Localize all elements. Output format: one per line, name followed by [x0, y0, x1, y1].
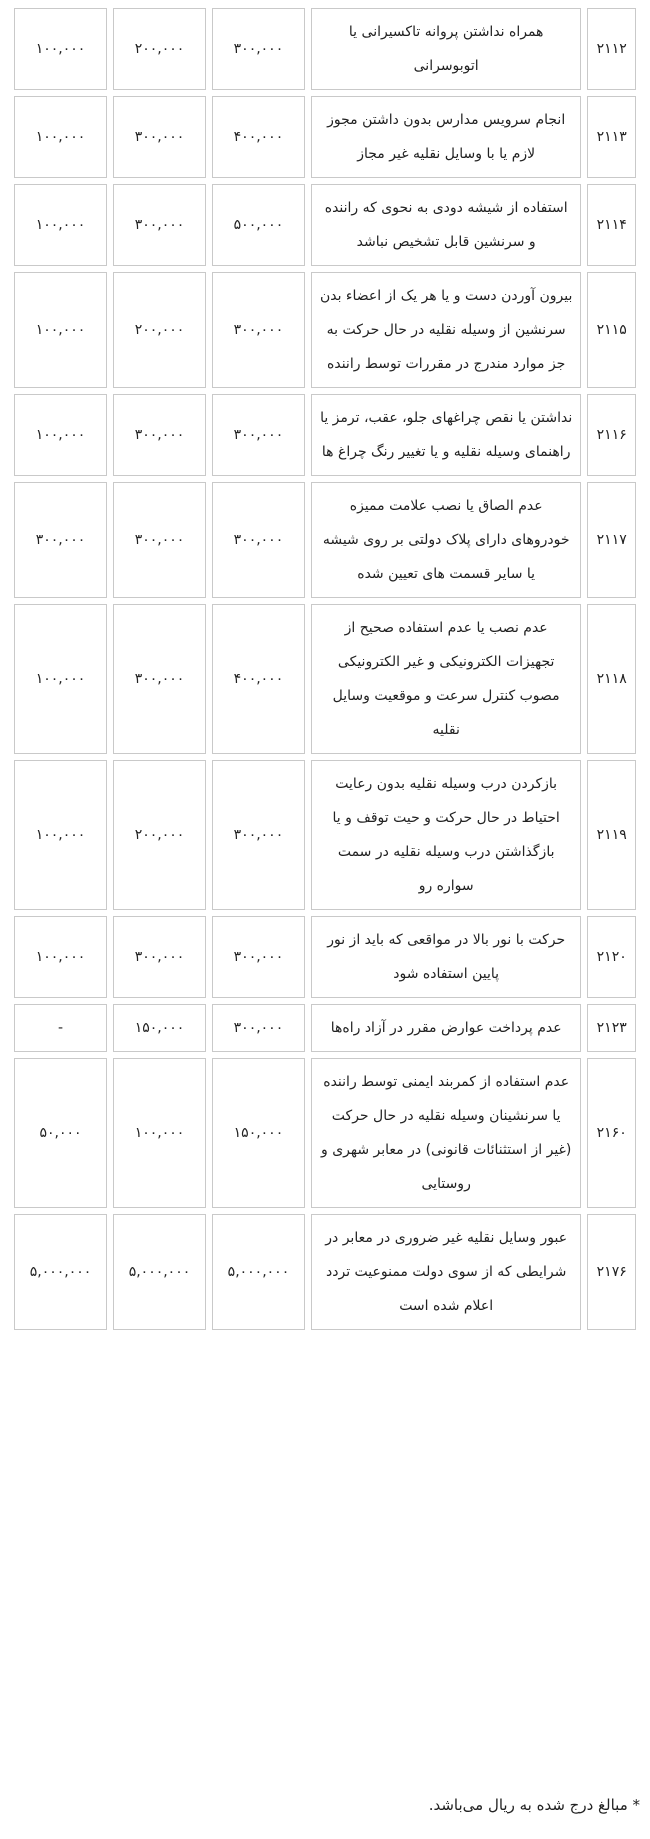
fine-amount-cell: ۳۰۰,۰۰۰ [113, 604, 206, 754]
fine-amount-cell: ۱۰۰,۰۰۰ [14, 760, 107, 910]
fine-amount-cell: ۱۰۰,۰۰۰ [14, 184, 107, 266]
violation-description-cell: استفاده از شیشه دودی به نحوی که راننده و سرنشین قابل تشخیص نباشد [311, 184, 581, 266]
violation-description-cell: عدم نصب یا عدم استفاده صحیح از تجهیزات الکترونیکی و غیر الکترونیکی مصوب کنترل سرعت و موقعیت وسایل نقلیه [311, 604, 581, 754]
footnote: * مبالغ درج شده به ریال می‌باشد. [428, 1796, 640, 1814]
fine-amount-cell: ۵,۰۰۰,۰۰۰ [113, 1214, 206, 1330]
fine-amount-cell: ۳۰۰,۰۰۰ [113, 482, 206, 598]
fine-amount-cell: ۱۰۰,۰۰۰ [14, 394, 107, 476]
fine-amount-cell: ۴۰۰,۰۰۰ [212, 96, 305, 178]
fine-amount-cell: ۱۰۰,۰۰۰ [14, 604, 107, 754]
violation-description-cell: بازکردن درب وسیله نقلیه بدون رعایت احتیاط در حال حرکت و حیت توقف و یا بازگذاشتن درب وسیله نقلیه در سمت سواره رو [311, 760, 581, 910]
violation-description-cell: بیرون آوردن دست و یا هر یک از اعضاء بدن سرنشین از وسیله نقلیه در حال حرکت به جز موارد مندرج در مقررات توسط راننده [311, 272, 581, 388]
violation-description-cell: عدم الصاق یا نصب علامت ممیزه خودروهای دارای پلاک دولتی بر روی شیشه یا سایر قسمت های تعیین شده [311, 482, 581, 598]
fine-amount-cell: ۵,۰۰۰,۰۰۰ [14, 1214, 107, 1330]
violation-description-cell: عبور وسایل نقلیه غیر ضروری در معابر در شرایطی که از سوی دولت ممنوعیت تردد اعلام شده است [311, 1214, 581, 1330]
table-row [14, 8, 636, 90]
fine-amount-cell: ۱۵۰,۰۰۰ [212, 1058, 305, 1208]
fine-amount-cell: ۴۰۰,۰۰۰ [212, 604, 305, 754]
violation-description-cell: نداشتن یا نقص چراغهای جلو، عقب، ترمز یا راهنمای وسیله نقلیه و یا تغییر رنگ چراغ ها [311, 394, 581, 476]
fine-amount-cell: ۱۰۰,۰۰۰ [14, 8, 107, 90]
violation-code-cell: ۲۱۱۲ [587, 8, 636, 90]
table-row [14, 96, 636, 178]
table-row [14, 272, 636, 388]
fine-amount-cell: ۲۰۰,۰۰۰ [113, 272, 206, 388]
table-row [14, 1214, 636, 1330]
violation-code-cell: ۲۱۱۶ [587, 394, 636, 476]
fine-amount-cell: ۳۰۰,۰۰۰ [212, 8, 305, 90]
fine-amount-cell: ۳۰۰,۰۰۰ [14, 482, 107, 598]
fine-amount-cell: ۵۰۰,۰۰۰ [212, 184, 305, 266]
fine-amount-cell: ۳۰۰,۰۰۰ [212, 916, 305, 998]
fine-amount-cell: ۳۰۰,۰۰۰ [212, 1004, 305, 1052]
violation-description-cell: عدم پرداخت عوارض مقرر در آزاد راه‌ها [311, 1004, 581, 1052]
table-row [14, 1058, 636, 1208]
table-row [14, 394, 636, 476]
fine-amount-cell: ۲۰۰,۰۰۰ [113, 760, 206, 910]
fine-amount-cell: ۵۰,۰۰۰ [14, 1058, 107, 1208]
violation-code-cell: ۲۱۱۷ [587, 482, 636, 598]
violation-code-cell: ۲۱۱۳ [587, 96, 636, 178]
table-row [14, 1004, 636, 1052]
violation-description-cell: حرکت با نور بالا در مواقعی که باید از نور پایین استفاده شود [311, 916, 581, 998]
fine-amount-cell: ۳۰۰,۰۰۰ [212, 272, 305, 388]
table-row [14, 916, 636, 998]
fine-amount-cell: ۳۰۰,۰۰۰ [212, 760, 305, 910]
fine-amount-cell: ۲۰۰,۰۰۰ [113, 8, 206, 90]
table-row [14, 760, 636, 910]
fines-table [8, 2, 642, 1336]
violation-code-cell: ۲۱۶۰ [587, 1058, 636, 1208]
table-row [14, 482, 636, 598]
fine-amount-cell: ۳۰۰,۰۰۰ [212, 482, 305, 598]
violation-code-cell: ۲۱۲۳ [587, 1004, 636, 1052]
violation-description-cell: انجام سرویس مدارس بدون داشتن مجوز لازم یا با وسایل نقلیه غیر مجاز [311, 96, 581, 178]
violation-description-cell: عدم استفاده از کمربند ایمنی توسط راننده یا سرنشینان وسیله نقلیه در حال حرکت (غیر از استثنائات قانونی) در معابر شهری و روستایی [311, 1058, 581, 1208]
violation-code-cell: ۲۱۷۶ [587, 1214, 636, 1330]
violation-code-cell: ۲۱۱۸ [587, 604, 636, 754]
fine-amount-cell: ۱۵۰,۰۰۰ [113, 1004, 206, 1052]
violation-code-cell: ۲۱۱۹ [587, 760, 636, 910]
fine-amount-cell: ۳۰۰,۰۰۰ [212, 394, 305, 476]
table-row [14, 184, 636, 266]
fines-table-container [8, 2, 642, 1336]
fine-amount-cell: ۱۰۰,۰۰۰ [14, 96, 107, 178]
violation-code-cell: ۲۱۱۵ [587, 272, 636, 388]
fine-amount-cell: - [14, 1004, 107, 1052]
fine-amount-cell: ۵,۰۰۰,۰۰۰ [212, 1214, 305, 1330]
fine-amount-cell: ۱۰۰,۰۰۰ [14, 272, 107, 388]
table-row [14, 604, 636, 754]
fine-amount-cell: ۳۰۰,۰۰۰ [113, 916, 206, 998]
fine-amount-cell: ۱۰۰,۰۰۰ [14, 916, 107, 998]
fine-amount-cell: ۳۰۰,۰۰۰ [113, 394, 206, 476]
fine-amount-cell: ۳۰۰,۰۰۰ [113, 96, 206, 178]
fine-amount-cell: ۳۰۰,۰۰۰ [113, 184, 206, 266]
fines-table-body [14, 8, 636, 1330]
violation-description-cell: همراه نداشتن پروانه تاکسیرانی یا اتوبوسرانی [311, 8, 581, 90]
violation-code-cell: ۲۱۱۴ [587, 184, 636, 266]
fine-amount-cell: ۱۰۰,۰۰۰ [113, 1058, 206, 1208]
violation-code-cell: ۲۱۲۰ [587, 916, 636, 998]
